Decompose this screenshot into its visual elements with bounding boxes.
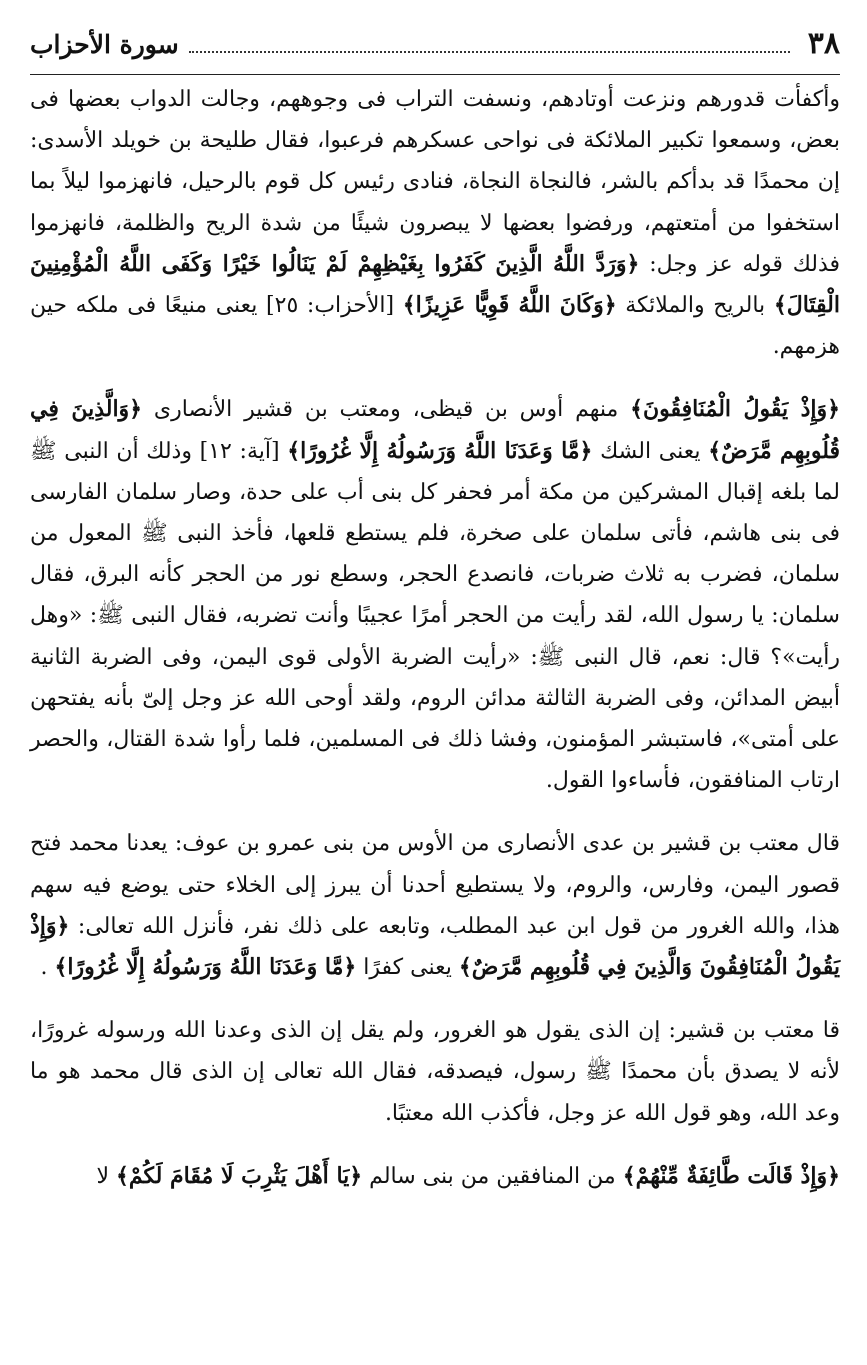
salawat-glyph: ﷺ xyxy=(141,521,168,547)
text-segment: وأكفأت قدورهم ونزعت أوتادهم، ونسفت التراب فى وجوههم، وجالت الدواب بعضها فى بعض، وسمعوا تكبير الملائكة فى نواحى عسكرهم فرعبوا، فقال طليحة بن خويلد الأسدى: إن محمدًا قد بدأكم بالشر، فالنجاة النجاة، فنادى رئيس كل قوم بالرحيل، فانهزموا ليلاً بما استخفوا من أمتعتهم، ورفضوا بعضها لا يبصرون شيئًا من شدة الريح والظلمة، فانهزموا فذلك قوله عز وجل: xyxy=(30,87,841,277)
text-segment: بالريح والملائكة xyxy=(625,293,766,319)
quran-verse: ﴿مَّا وَعَدَنَا اللَّهُ وَرَسُولُهُ إِلَّا غُرُورًا﴾ xyxy=(54,954,357,981)
salawat-glyph: ﷺ xyxy=(585,1059,612,1085)
text-segment: من المنافقين من بنى سالم xyxy=(369,1163,616,1189)
quran-verse: ﴿وَكَانَ اللَّهُ قَوِيًّا عَزِيزًا﴾ xyxy=(402,292,617,319)
text-segment: [آية: ١٢] وذلك أن النبى xyxy=(64,438,280,464)
quran-verse: ﴿وَإِذْ يَقُولُ الْمُنَافِقُونَ﴾ xyxy=(630,396,841,423)
paragraph-3 xyxy=(30,823,840,988)
paragraph-4 xyxy=(30,1010,840,1134)
text-segment: : «رأيت الضربة الأولى قوى اليمن، وفى الضربة الثانية أبيض المدائن، وفى الضربة الثالثة مدائن الروم، ولقد أوحى الله عز وجل إلىّ بأنه يفتحهن على أمتى»، فاستبشر المؤمنون، وفشا ذلك فى المسلمين، فلما رأوا شدة القتال، والحصر ارتاب المنافقون، فأساءوا القول. xyxy=(30,644,840,794)
text-segment: قا معتب بن قشير: إن الذى يقول هو الغرور، ولم يقل إن الذى وعدنا الله ورسوله غرورًا، لأنه لا يصدق بأن محمدًا xyxy=(30,1018,841,1085)
quran-verse: ﴿وَإِذْ يَقُولُ الْمُنَافِقُونَ وَالَّذِينَ فِي قُلُوبِهِم مَّرَضٌ﴾ xyxy=(30,912,840,981)
book-page xyxy=(30,26,840,1346)
text-segment: لما بلغه إقبال المشركين من مكة أمر فحفر كل بنى أب على حدة، وصار سلمان الفارسى فى بنى هاشم، فأتى سلمان على صخرة، فلم يستطع قلعها، فأخذ النبى xyxy=(30,479,840,547)
page-number: ٣٨ xyxy=(807,26,840,61)
text-segment: لا xyxy=(96,1163,109,1189)
salawat-glyph: ﷺ xyxy=(537,644,565,670)
text-segment: . xyxy=(40,955,48,981)
paragraph-5 xyxy=(30,1156,840,1197)
paragraph-1 xyxy=(30,79,840,367)
quran-verse: ﴿وَرَدَّ اللَّهُ الَّذِينَ كَفَرُوا بِغَيْظِهِمْ لَمْ يَنَالُوا خَيْرًا وَكَفَى اللَّهُ الْمُؤْمِنِينَ الْقِتَالَ﴾ xyxy=(30,250,840,319)
text-segment: : «وهل رأيت»؟ قال: نعم، قال النبى xyxy=(30,603,840,670)
text-segment: يعنى الشك xyxy=(600,438,701,464)
dotted-leader xyxy=(189,51,790,53)
text-segment: رسول، فيصدقه، فقال الله تعالى إن الذى قال محمد هو ما وعد الله، وهو قول الله عز وجل، فأكذب الله معتبًا. xyxy=(30,1059,840,1126)
salawat-glyph: ﷺ xyxy=(97,603,124,629)
text-segment: [الأحزاب: ٢٥] يعنى منيعًا فى ملكه حين هزمهم. xyxy=(30,293,840,360)
quran-verse: ﴿يَا أَهْلَ يَثْرِبَ لَا مُقَامَ لَكُمْ﴾ xyxy=(116,1162,363,1189)
paragraph-2 xyxy=(30,389,840,801)
surah-title: سورة الأحزاب xyxy=(30,30,179,59)
text-segment: المعول من سلمان، فضرب به ثلاث ضربات، فانصدع الحجر، وسطع نور من الحجر كأنه البرق، فقال سلمان: يا رسول الله، لقد رأيت من الحجر أمرًا عجيبًا وأنت تضربه، فقال النبى xyxy=(30,521,840,629)
text-segment: منهم أوس بن قيظى، ومعتب بن قشير الأنصارى xyxy=(153,397,619,423)
quran-verse: ﴿مَّا وَعَدَنَا اللَّهُ وَرَسُولُهُ إِلَّا غُرُورًا﴾ xyxy=(287,437,593,464)
quran-verse: ﴿وَإِذْ قَالَت طَّائِفَةٌ مِّنْهُمْ﴾ xyxy=(622,1162,840,1189)
quran-verse: ﴿وَالَّذِينَ فِي قُلُوبِهِم مَّرَضٌ﴾ xyxy=(30,396,841,464)
text-segment: يعنى كفرًا xyxy=(363,955,452,981)
page-header xyxy=(30,26,840,75)
text-segment: قال معتب بن قشير بن عدى الأنصارى من الأوس من بنى عمرو بن عوف: يعدنا محمد فتح قصور اليمن، وفارس، والروم، ولا يستطيع أحدنا أن يبرز إلى الخلاء حتى يوضع فيه سهم هذا، والله الغرور من قول ابن عبد المطلب، وتابعه على ذلك نفر، فأنزل الله تعالى: xyxy=(30,831,841,939)
salawat-glyph: ﷺ xyxy=(30,438,57,464)
